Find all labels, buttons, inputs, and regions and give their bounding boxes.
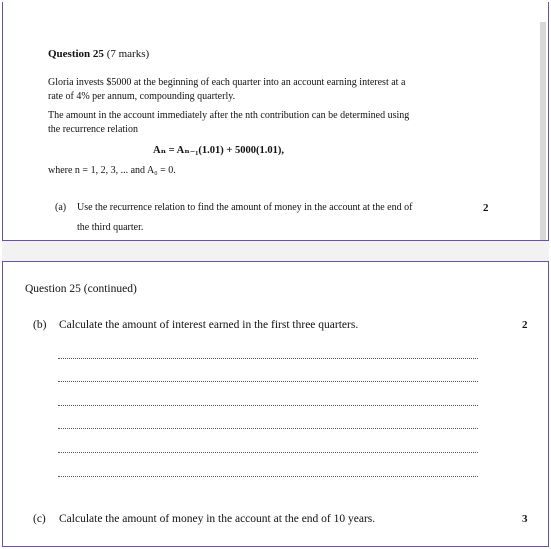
part-a-line-1: Use the recurrence relation to find the amount of money in the account at the end of: [77, 202, 413, 213]
answer-line[interactable]: [58, 405, 478, 406]
continued-heading: Question 25 (continued): [25, 283, 137, 295]
where-line: where n = 1, 2, 3, ... and A₀ = 0.: [48, 165, 176, 176]
part-a-line-2: the third quarter.: [77, 222, 144, 233]
question-title: Question 25: [48, 48, 104, 60]
question-heading: [48, 48, 149, 60]
answer-line[interactable]: [58, 381, 478, 382]
recurrence-formula: Aₙ = Aₙ₋₁(1.01) + 5000(1.01),: [153, 145, 285, 156]
page-question-25: [2, 2, 549, 241]
intro-line-1: Gloria invests $5000 at the beginning of each quarter into an account earning interest at a: [48, 77, 406, 88]
part-a-question: [77, 198, 457, 238]
part-b-label: (b): [33, 319, 47, 331]
part-a-marks: 2: [483, 202, 489, 214]
part-c-question: Calculate the amount of money in the account at the end of 10 years.: [59, 513, 376, 525]
part-b-marks: 2: [522, 319, 528, 331]
part-c-marks: 3: [522, 513, 528, 525]
part-c-label: (c): [33, 513, 46, 525]
answer-line[interactable]: [58, 428, 478, 429]
part-b-question: Calculate the amount of interest earned in the first three quarters.: [59, 319, 359, 331]
intro-paragraph: [48, 76, 443, 104]
page-separator: [2, 241, 549, 261]
part-a-label: (a): [55, 202, 67, 213]
page-question-25-continued: [2, 261, 549, 547]
recurrence-paragraph: [48, 109, 443, 137]
intro-line-2: rate of 4% per annum, compounding quarterly.: [48, 91, 236, 102]
amount-line-2: the recurrence relation: [48, 124, 138, 135]
scrollbar-track[interactable]: [540, 22, 546, 240]
question-marks: (7 marks): [106, 48, 150, 60]
answer-line[interactable]: [58, 452, 478, 453]
answer-line[interactable]: [58, 358, 478, 359]
answer-line[interactable]: [58, 476, 478, 477]
amount-line-1: The amount in the account immediately after the nth contribution can be determined using: [48, 110, 410, 121]
